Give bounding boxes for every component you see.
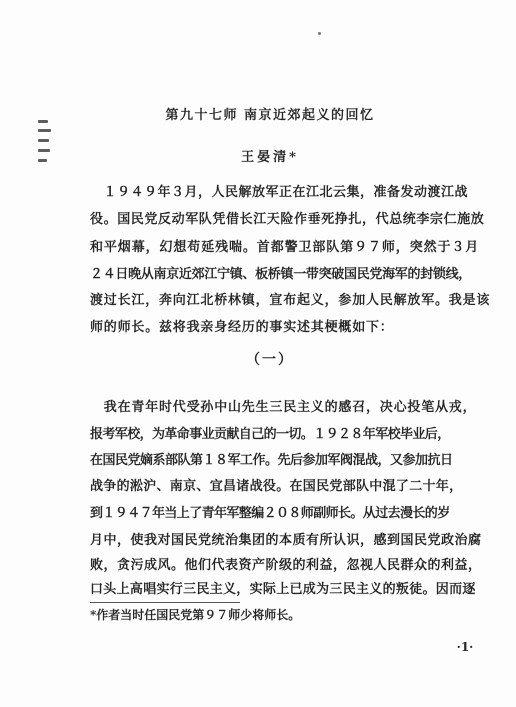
body-line: 月中，使我对国民党统治集团的本质有所认识，感到国民党政治腐 bbox=[90, 533, 482, 548]
intro-line: 师的师长。兹将我亲身经历的事实述其梗概如下： bbox=[90, 320, 394, 335]
footnote: *作者当时任国民党第９７师少将师长。 bbox=[90, 608, 301, 622]
section-number: （一） bbox=[246, 352, 294, 368]
intro-line: 役。国民党反动军队凭借长江天险作垂死挣扎，代总统李宗仁施放 bbox=[90, 212, 485, 227]
intro-line: 渡过长江，奔向江北桥林镇，宣布起义，参加人民解放军。我是该 bbox=[90, 293, 491, 308]
intro-line: 和平烟幕，幻想苟延残喘。首都警卫部队第９７师，突然于３月 bbox=[90, 240, 480, 255]
intro-line: ２４日晚从南京近郊江宁镇、板桥镇一带突破国民党海军的封锁线， bbox=[90, 267, 472, 282]
intro-line: １９４９年３月，人民解放军正在江北云集，准备发动渡江战 bbox=[90, 185, 469, 200]
ink-speck bbox=[318, 32, 321, 35]
body-line: 口头上高唱实行三民主义，实际上已成为三民主义的叛徒。因而逐 bbox=[90, 582, 476, 597]
body-line: 在国民党嫡系部队第１８军工作。先后参加军阀混战，又参加抗日 bbox=[90, 453, 453, 468]
footnote-rule bbox=[90, 602, 240, 603]
author-name: 王晏清* bbox=[241, 150, 299, 165]
body-line: 我在青年时代受孙中山先生三民主义的感召，决心投笔从戎， bbox=[90, 400, 477, 415]
body-line: 败，贪污成风。他们代表资产阶级的利益，忽视人民群众的利益， bbox=[90, 558, 482, 573]
body-line: 战争的淞沪、南京、宜昌诸战役。在国民党部队中混了二十年， bbox=[90, 479, 463, 494]
staple-marks bbox=[38, 120, 52, 164]
body-line: 报考军校，为革命事业贡献自己的一切。１９２８年军校毕业后， bbox=[90, 427, 450, 442]
article-title: 第九十七师 南京近郊起义的回忆 bbox=[165, 108, 375, 123]
page-number: ·1· bbox=[456, 640, 474, 654]
body-line: 到１９４７年当上了青年军整编２０８师副师长。从过去漫长的岁 bbox=[90, 506, 450, 521]
